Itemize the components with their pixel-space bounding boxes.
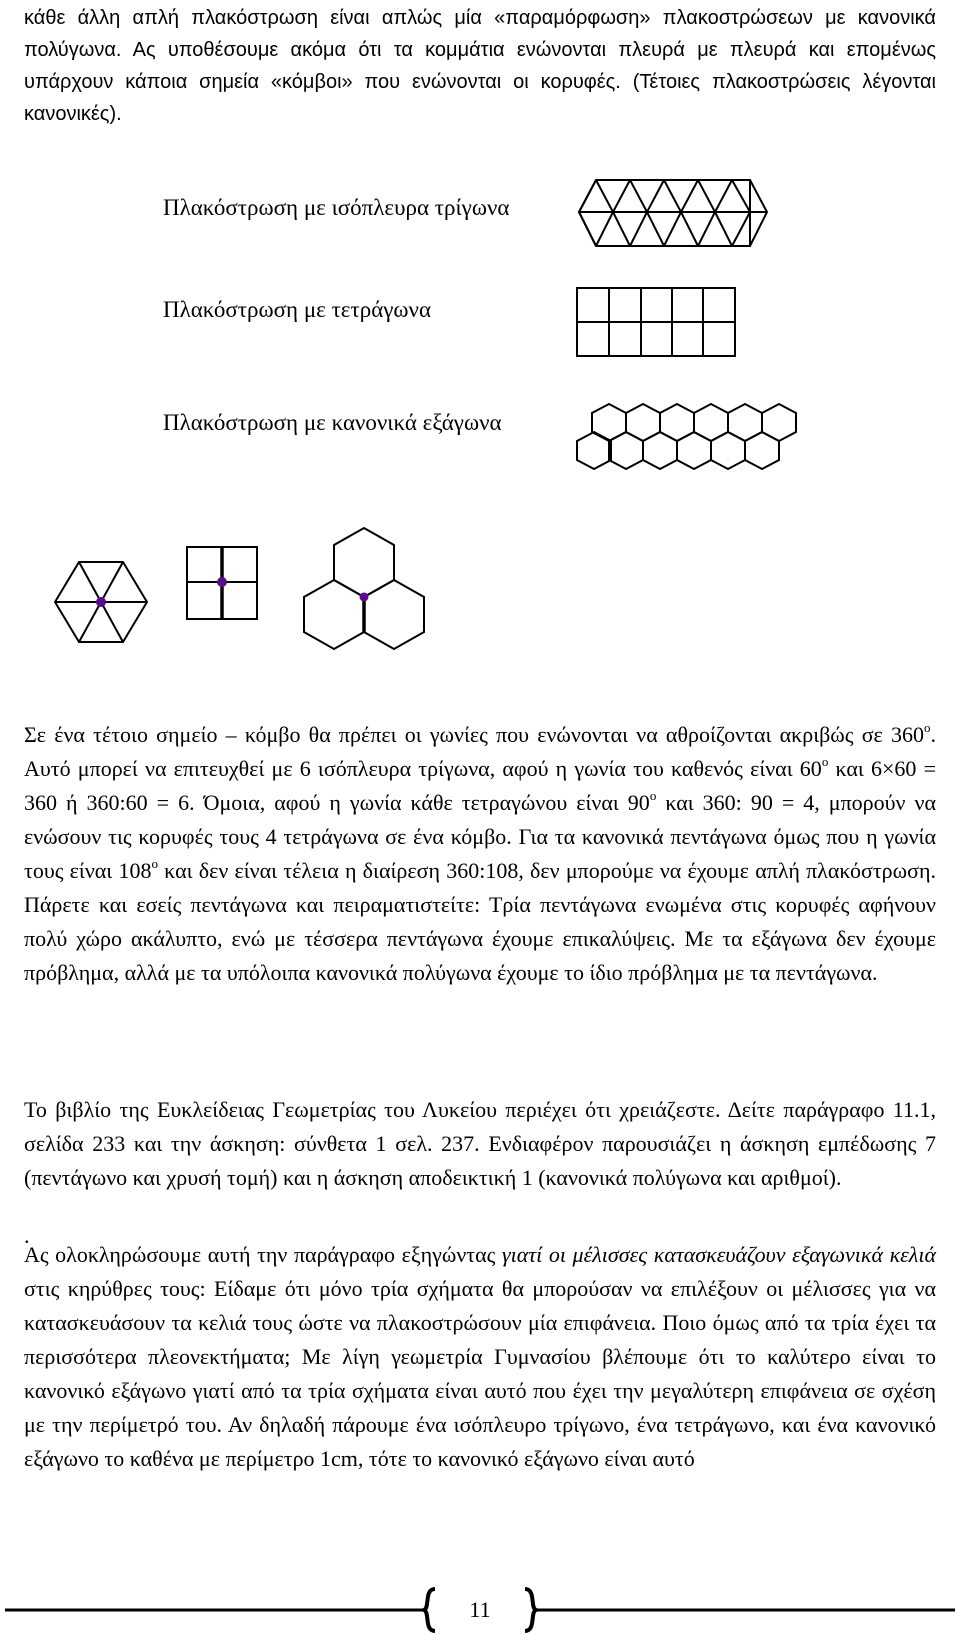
label-triangle-tiling: Πλακόστρωση με ισόπλευρα τρίγωνα bbox=[163, 195, 510, 220]
paragraph-text: και 360: 90 = 4, μπορούν να ενώσουν τις κορυφές τους 4 τετράγωνα σε ένα κόμβο. Για τα κανονικά πεντάγωνα όμως που η γωνία τους είναι 108 bbox=[24, 790, 936, 883]
intro-paragraph: κάθε άλλη απλή πλακόστρωση είναι απλώς μία «παραμόρφωση» πλακοστρώσεων με κανονικά πολύγωνα. Ας υποθέσουμε ακόμα ότι τα κομμάτια ενώνονται πλευρά με πλευρά και επομένως υπάρχουν κάποια σημεία «κόμβοι» που ενώνονται οι κορυφές. (Τέτοιες πλακοστρώσεις λέγονται κανονικές). bbox=[24, 7, 936, 125]
page-number: 11 bbox=[469, 1597, 491, 1622]
paragraph-text: και δεν είναι τέλεια η διαίρεση 360:108, δεν μπορούμε να έχουμε απλή πλακόστρωση. Πάρετε και εσείς πεντάγωνα και πειραματιστείτε: Τρία πεντάγωνα ενωμένα στις κορυφές αφήνουν πολύ χώρο ακάλυπτο, ενώ με τέσσερα πεντάγωνα έχουμε επικαλύψεις. Με τα εξάγωνα δεν έχουμε πρόβλημα, αλλά με τα υπόλοιπα κανονικά πολύγωνα έχουμε το ίδιο πρόβλημα με τα πεντάγωνα. bbox=[24, 858, 936, 985]
paragraph-text: Σε ένα τέτοιο σημείο – κόμβο θα πρέπει οι γωνίες που ενώνονται να αθροίζονται ακριβώς σε 360 bbox=[24, 722, 924, 747]
paragraph-text: Ας ολοκληρώσουμε αυτή την παράγραφο εξηγώντας bbox=[24, 1242, 502, 1267]
hexagon-tiling-figure bbox=[576, 402, 798, 486]
bees-paragraph bbox=[24, 1238, 936, 1476]
triangle-tiling-figure bbox=[578, 178, 768, 250]
italic-emphasis: γιατί οι μέλισσες κατασκευάζουν εξαγωνικά κελιά bbox=[501, 1242, 936, 1267]
book-reference-paragraph: Το βιβλίο της Ευκλείδειας Γεωμετρίας του Λυκείου περιέχει ότι χρειάζεστε. Δείτε παράγραφο 11.1, σελίδα 233 και την άσκηση: σύνθετα 1 σελ. 237. Ενδιαφέρον παρουσιάζει η άσκηση εμπέδωσης 7 (πεντάγωνο και χρυσή τομή) και η άσκηση αποδεικτική 1 (κανονικά πολύγωνα και αριθμοί). bbox=[24, 1097, 936, 1190]
node-dot bbox=[360, 593, 369, 602]
degree-superscript: ο bbox=[649, 788, 657, 803]
angle-sum-paragraph bbox=[24, 718, 936, 990]
paragraph-text: στις κηρύθρες τους: Είδαμε ότι μόνο τρία σχήματα θα μπορούσαν να επιλέξουν οι μέλισσες για να κατασκευάσουν τα κελιά τους ώστε να πλακοστρώσουν μία επιφάνεια. Ποιο όμως από τα τρία έχει τα περισσότερα πλεονεκτήματα; Με λίγη γεωμετρία Γυμνασίου βλέπουμε ότι το καλύτερο είναι το κανονικό εξάγωνο γιατί από τα τρία σχήματα είναι αυτό που έχει την μεγαλύτερη επιφάνεια σε σχέση με την περίμετρό του. Αν δηλαδή πάρουμε ένα ισόπλευρο τρίγωνο, ένα τετράγωνο, και ένα κανονικό εξάγωνο το καθένα με περίμετρο 1cm, τότε το κανονικό εξάγωνο είναι αυτό bbox=[24, 1276, 936, 1471]
square-tiling-figure bbox=[576, 287, 738, 359]
degree-superscript: ο bbox=[924, 720, 931, 735]
hexagon-node-figure bbox=[300, 526, 428, 666]
triangle-node-figure bbox=[52, 560, 150, 646]
paragraph-text: και 6×60 = 360 ή 360:60 = 6. Όμοια, αφού η γωνία κάθε τετραγώνου είναι 90 bbox=[24, 756, 936, 815]
separator-dot: . bbox=[24, 1223, 30, 1248]
node-dot bbox=[217, 577, 227, 587]
square-node-figure bbox=[186, 546, 260, 622]
label-hexagon-tiling: Πλακόστρωση με κανονικά εξάγωνα bbox=[163, 410, 502, 435]
paragraph-text: . Αυτό μπορεί να επιτευχθεί με 6 ισόπλευρα τρίγωνα, αφού η γωνία του καθενός είναι 60 bbox=[24, 722, 936, 781]
degree-superscript: ο bbox=[151, 856, 158, 871]
degree-superscript: ο bbox=[821, 754, 829, 769]
node-dot bbox=[96, 597, 106, 607]
label-square-tiling: Πλακόστρωση με τετράγωνα bbox=[163, 297, 431, 322]
